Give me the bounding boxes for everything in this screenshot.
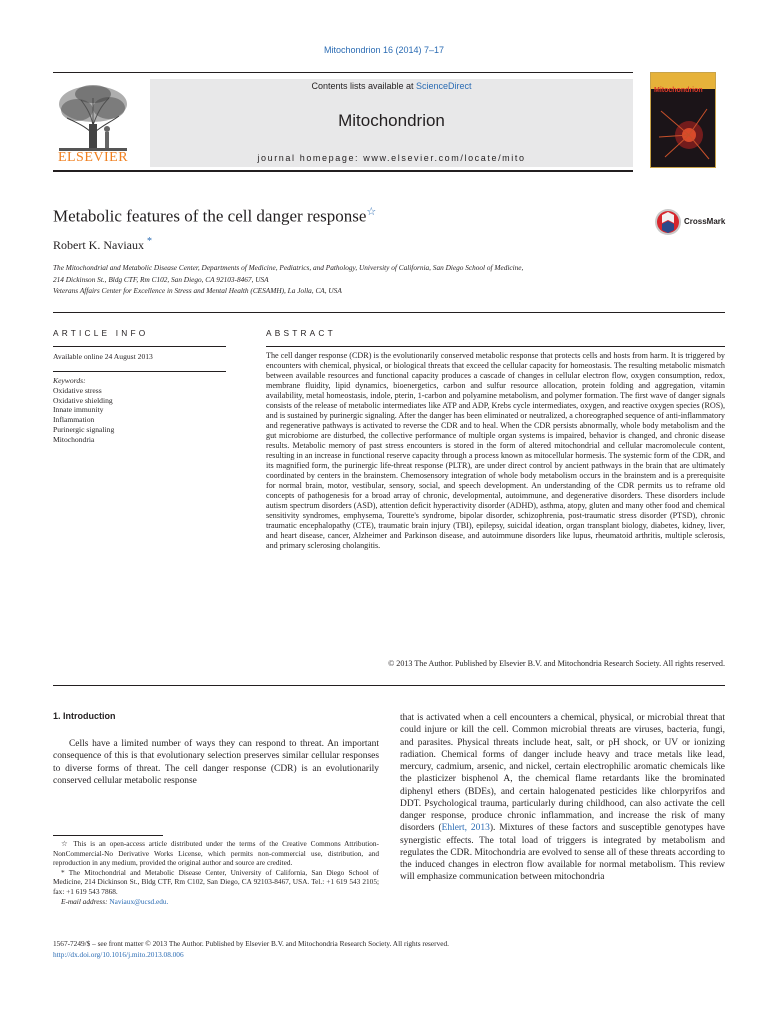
journal-homepage[interactable]: journal homepage: www.elsevier.com/locate/mito <box>257 153 526 163</box>
contents-line <box>150 81 633 91</box>
paper-title <box>53 205 376 227</box>
contents-prefix: Contents lists available at <box>311 81 417 91</box>
abstract-rule <box>266 346 725 347</box>
abstract-copyright: © 2013 The Author. Published by Elsevier B.V. and Mitochondria Research Society. All rights reserved. <box>388 659 725 668</box>
affiliation-line: Veterans Affairs Center for Excellence in Stress and Mental Health (CESAMH), La Jolla, CA, USA <box>53 286 342 296</box>
footnote-text: This is an open-access article distributed under the terms of the Creative Commons Attribution-NonCommercial-No Derivative Works License, which permits non-commercial use, distribution, and reproduction in any medium, provided the original author and source are credited. <box>53 839 379 868</box>
journal-name: Mitochondrion <box>338 111 445 130</box>
intro-paragraph-col1: Cells have a limited number of ways they can respond to threat. An important consequence of this is that evolutionary selection preserves similar cellular responses to diverse forms of threat. The cell danger response (CDR) is an evolutionarily conserved cellular metabolic response <box>53 739 379 786</box>
affiliations <box>53 262 703 297</box>
keyword-item: Mitochondria <box>53 434 95 444</box>
intro-paragraph-col2 <box>400 712 725 884</box>
section-divider <box>53 312 725 313</box>
intro-col2-text-cont: ). Mixtures of these factors and susceptible genotypes have synergistic effects. The total load of triggers is integrated by metabolism and regulates the CDR. Mitochondria are evolved to sense all of these threats according to the induced changes in electron flow available for normal metabolism. This review will emphasize communication between mitochondria <box>400 823 726 883</box>
journal-citation[interactable]: Mitochondrion 16 (2014) 7–17 <box>323 45 445 55</box>
cover-title: Mitochondrion <box>654 87 703 94</box>
available-online: Available online 24 August 2013 <box>53 352 153 361</box>
crossmark-label: CrossMark <box>684 217 726 226</box>
author-name: Robert K. Naviaux <box>53 238 144 252</box>
footnote-text: The Mitochondrial and Metabolic Disease Center, University of California, San Diego School of Medicine, 214 Dickinson St., Bldg CTF, Rm C102, San Diego, CA 92103-8467, USA. Tel.: +1 619 543 2105; fax: +1 619 543 7868. <box>53 867 379 896</box>
journal-cover-thumbnail[interactable] <box>650 72 716 168</box>
title-footnote-mark[interactable]: ☆ <box>366 206 377 218</box>
keywords-label: Keywords: <box>53 376 86 385</box>
header-top-rule <box>53 72 633 73</box>
footnote-corresponding <box>53 868 379 897</box>
keyword-item: Inflammation <box>53 415 95 425</box>
keyword-item: Innate immunity <box>53 405 104 415</box>
affiliation-line: The Mitochondrial and Metabolic Disease Center, Departments of Medicine, Pediatrics, and Pathology, University of California, San Diego School of Medicine, <box>53 263 524 272</box>
issn-line: 1567-7249/$ – see front matter © 2013 The Author. Published by Elsevier B.V. and Mitochondria Research Society. All rights reserved. <box>53 939 449 948</box>
article-info-rule <box>53 346 226 347</box>
footnote-rule <box>53 835 163 836</box>
abstract-text: The cell danger response (CDR) is the evolutionarily conserved metabolic response that protects cells and hosts from harm. It is triggered by encounters with chemical, physical, or biological threats that exceed the cellular capacity for homeostasis. The resulting metabolic mismatch between available resources and functional capacity produces a cascade of changes in cellular electron flow, oxygen consumption, redox, membrane fluidity, lipid dynamics, bioenergetics, carbon and sulfur resource allocation, protein folding and aggregation, vitamin availability, metal homeostasis, indole, pterin, 1-carbon and polyamine metabolism, and polymer formation. The first wave of danger signals consists of the release of metabolic intermediates like ATP and ADP, Krebs cycle intermediates, oxygen, and reactive oxygen species (ROS), and is sustained by purinergic signaling. After the danger has been eliminated or neutralized, a choreographed sequence of anti-inflammatory and regenerative pathways is activated to reverse the CDR and to heal. When the CDR persists abnormally, whole body metabolism and the gut microbiome are disturbed, the collective performance of multiple organ systems is impaired, behavior is changed, and chronic disease results. Metabolic memory of past stress encounters is stored in the form of altered mitochondrial and cellular macromolecule content, resulting in an increase in functional reserve capacity through a process known as mitocellular hormesis. The systemic form of the CDR, and its magnified form, the purinergic life-threat response (PLTR), are under direct control by ancient pathways in the brain that are ultimately coordinated by centers in the brainstem. Chemosensory integration of whole body metabolism occurs in the brainstem and is a prerequisite for normal brain, motor, vestibular, sensory, social, and speech development. An understanding of the CDR permits us to reframe old concepts of pathogenesis for a broad array of chronic, developmental, autoimmune, and degenerative disorders. These disorders include autism spectrum disorders (ASD), attention deficit hyperactivity disorder (ADHD), asthma, atopy, gluten and many other food and chemical sensitivity syndromes, emphysema, Tourette's syndrome, bipolar disorder, schizophrenia, post-traumatic stress disorder (PTSD), chronic traumatic encephalopathy (CTE), traumatic brain injury (TBI), epilepsy, suicidal ideation, organ transplant biology, diabetes, kidney, liver, and heart disease, cancer, Alzheimer and Parkinson disease, and autoimmune disorders like lupus, rheumatoid arthritis, multiple sclerosis, and primary sclerosing cholangitis. <box>266 351 725 551</box>
sciencedirect-link[interactable]: ScienceDirect <box>416 81 472 91</box>
article-info-heading: ARTICLE INFO <box>53 328 149 338</box>
doi-link[interactable]: http://dx.doi.org/10.1016/j.mito.2013.08.006 <box>53 949 184 959</box>
paper-title-text: Metabolic features of the cell danger response <box>53 206 367 226</box>
email-link[interactable]: Naviaux@ucsd.edu. <box>109 896 169 906</box>
footnote-open-access <box>53 839 379 868</box>
cover-illustration <box>655 101 711 163</box>
crossmark-icon <box>654 208 682 236</box>
keywords-rule <box>53 371 226 372</box>
intro-col2-text: that is activated when a cell encounters a chemical, physical, or microbial threat that could injure or kill the cell. Common microbial threats are viruses, bacteria, fungi, and parasites. Physical threats include heat, salt, or pH shock, or UV or ionizing radiation. Chemical forms of danger include heavy and trace metals like lead, mercury, cadmium, arsenic, and nickel, certain electrophilic aromatic chemicals like the plasticizer bisphenol A, the chemical flame retardants like the brominated diphenyl ethers (BDEs), and certain halogenated pesticides like chlorpyrifos and DDT. Psychological trauma, particularly during childhood, can also activate the cell danger response, produce chronic inflammation, and increase the risk of many disorders ( <box>400 713 725 834</box>
crossmark-badge[interactable] <box>654 208 734 238</box>
page-footer <box>53 939 713 960</box>
keyword-item: Purinergic signaling <box>53 424 115 434</box>
header-bottom-rule <box>53 170 633 172</box>
body-divider <box>53 685 725 686</box>
affiliation-line: 214 Dickinson St., Bldg CTF, Rm C102, San Diego, CA 92103-8467, USA <box>53 274 269 284</box>
abstract-heading: ABSTRACT <box>266 328 336 338</box>
author-line <box>53 236 152 253</box>
introduction-heading: 1. Introduction <box>53 711 116 721</box>
footnote-mark-asterisk: * <box>61 867 65 877</box>
email-label: E-mail address: <box>61 896 108 906</box>
publisher-wordmark[interactable]: ELSEVIER <box>57 150 129 165</box>
footnote-mark-star: ☆ <box>61 839 70 848</box>
keywords-block <box>53 376 226 445</box>
footnotes <box>53 839 379 906</box>
footnote-email <box>53 897 379 907</box>
keyword-item: Oxidative stress <box>53 385 102 395</box>
keyword-item: Oxidative shielding <box>53 395 113 405</box>
author-footnote-mark[interactable]: * <box>146 236 152 247</box>
citation-ehlert-2013[interactable]: Ehlert, 2013 <box>441 823 490 834</box>
